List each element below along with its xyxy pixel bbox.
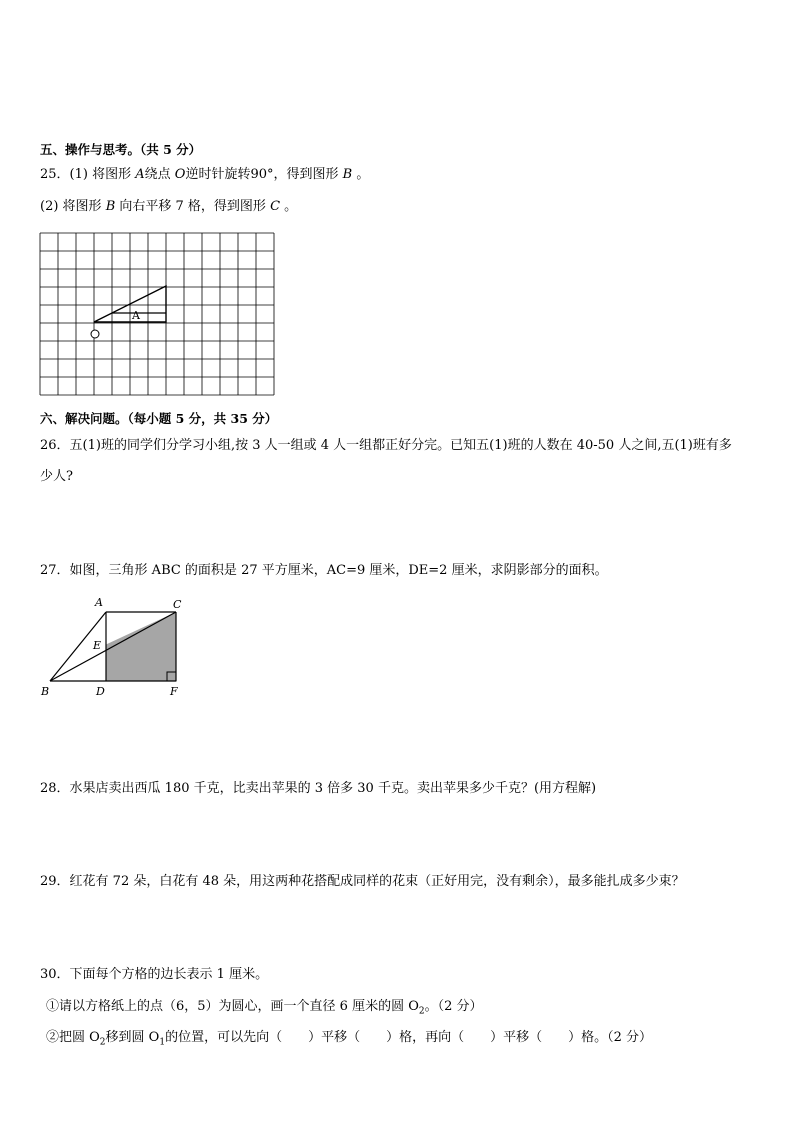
q30-part2-b: 移到圆 O bbox=[105, 1030, 160, 1045]
q27-figure bbox=[38, 594, 188, 700]
q25-var-O: O bbox=[174, 167, 186, 182]
q25-line1-b: 绕点 bbox=[144, 167, 175, 182]
q30-part2-c: 的位置，可以先向（ ）平移（ ）格，再向（ ）平移（ ）格。（2 分） bbox=[165, 1030, 652, 1045]
q30-part1-sub: 2 bbox=[418, 1006, 425, 1017]
fig27-label-e: E bbox=[93, 639, 102, 652]
shaded-region bbox=[106, 612, 176, 681]
q30-part1-b: 。（2 分） bbox=[424, 999, 483, 1014]
q25-line1-c: 逆时针旋转90°，得到图形 bbox=[185, 167, 343, 182]
q25-line2-a: (2) 将图形 bbox=[40, 199, 106, 214]
section5-heading: 五、操作与思考。（共 5 分） bbox=[40, 142, 202, 157]
q30-part2-sub1: 2 bbox=[99, 1037, 106, 1048]
q27-text: 27．如图，三角形 ABC 的面积是 27 平方厘米，AC=9 厘米，DE=2 厘米，求阴影部分的面积。 bbox=[40, 563, 608, 578]
q25-line2-c: 。 bbox=[280, 199, 298, 214]
fig27-label-c: C bbox=[173, 598, 182, 611]
q30-part1 bbox=[46, 999, 483, 1020]
section6-heading: 六、解决问题。（每小题 5 分，共 35 分） bbox=[40, 411, 278, 426]
q30-part1-a: ①请以方格纸上的点（6，5）为圆心，画一个直径 6 厘米的圆 O bbox=[46, 999, 419, 1014]
fig27-label-b: B bbox=[41, 685, 50, 698]
q25-line2-var-B: B bbox=[105, 199, 116, 214]
q26-line2: 少人? bbox=[40, 469, 73, 484]
q25-var-A: A bbox=[135, 167, 145, 182]
q25-line2-b: 向右平移 7 格，得到图形 bbox=[115, 199, 271, 214]
q25-line2 bbox=[40, 199, 297, 215]
fig27-label-f: F bbox=[170, 685, 178, 698]
q25-line1 bbox=[40, 167, 369, 183]
q29-text: 29．红花有 72 朵，白花有 48 朵，用这两种花搭配成同样的花束（正好用完，没有剩余），最多能扎成多少束？ bbox=[40, 874, 685, 889]
q26-line1: 26．五(1)班的同学们分学习小组,按 3 人一组或 4 人一组都正好分完。已知五(1)班的人数在 40-50 人之间,五(1)班有多 bbox=[40, 438, 732, 453]
q25-line1-a: 25．(1) 将图形 bbox=[40, 167, 136, 182]
q25-grid-figure bbox=[40, 233, 276, 397]
q30-part2-sub2: 1 bbox=[159, 1037, 166, 1048]
q25-line1-d: 。 bbox=[352, 167, 370, 182]
grid-lines bbox=[40, 233, 274, 395]
grid-label-a: A bbox=[132, 309, 140, 322]
q25-var-B: B bbox=[342, 167, 353, 182]
q25-var-C: C bbox=[270, 199, 281, 214]
q30-part2 bbox=[46, 1030, 652, 1051]
q28-text: 28．水果店卖出西瓜 180 千克，比卖出苹果的 3 倍多 30 千克。卖出苹果多少千克？(用方程解) bbox=[40, 781, 597, 796]
point-o-marker bbox=[91, 330, 99, 338]
fig27-label-d: D bbox=[96, 685, 105, 698]
q30-part2-a: ②把圆 O bbox=[46, 1030, 100, 1045]
q30-text: 30．下面每个方格的边长表示 1 厘米。 bbox=[40, 967, 269, 982]
fig27-label-a: A bbox=[95, 596, 103, 609]
